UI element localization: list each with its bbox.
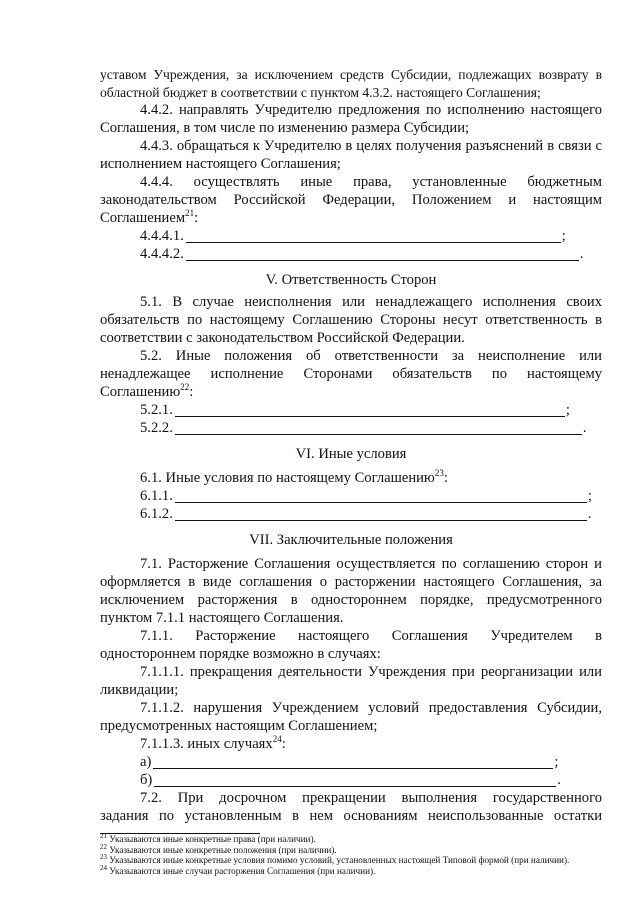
blank-line-5-2-2: 5.2.2. .	[140, 420, 587, 436]
paragraph-4-4-2: 4.4.2. направлять Учредителю предложения по исполнению настоящего Соглашения, в том числе по изменению размера Субсидии;	[100, 102, 602, 136]
paragraph-5-2-line2: ненадлежащее исполнение Сторонами обязательств по настоящему	[100, 366, 602, 382]
paragraph-7-1: 7.1. Расторжение Соглашения осуществляется по соглашению сторон и оформляется в виде соглашения о расторжении настоящего Соглашения, за исключением расторжения в одностороннем порядке, предусмотренного пунктом 7.1.1 настоящего Соглашения.	[100, 556, 602, 626]
blank-line-5-2-1: 5.2.1. ;	[140, 402, 570, 418]
paragraph-7-1-1-line2: одностороннем порядке возможно в случаях:	[100, 646, 381, 662]
blank-line-a: а) ;	[140, 754, 559, 770]
paragraph-7-1-1-2: 7.1.1.2. нарушения Учреждением условий предоставления Субсидии, предусмотренных настоящим Соглашением;	[100, 700, 602, 734]
paragraph-5-1: 5.1. В случае неисполнения или ненадлежащего исполнения своих обязательств по настоящему Соглашению Стороны несут ответственность в соответствии с законодательством Российской Федерации.	[100, 294, 602, 346]
paragraph-7-1-1-3: 7.1.1.3. иных случаях$^{24}$:	[140, 734, 286, 752]
document-page	[100, 66, 602, 876]
section-heading-7: VII. Заключительные положения	[249, 532, 453, 548]
blank-line-6-1-1: 6.1.1. ;	[140, 488, 592, 504]
paragraph-7-1-1-line1: 7.1.1. Расторжение настоящего Соглашения Учредителем в	[140, 628, 602, 644]
paragraph-4-4-4-line1: 4.4.4. осуществлять иные права, установленные бюджетным	[140, 174, 602, 190]
paragraph-4-4-1-tail-line1: уставом Учреждения, за исключением средств Субсидии, подлежащих возврату в	[100, 67, 602, 82]
section-heading-5: V. Ответственность Сторон	[265, 272, 437, 288]
footnote-ref-23: 23	[434, 468, 444, 479]
fill-in-blank[interactable]	[154, 773, 556, 787]
footnote-22: $^{22}$ Указываются иные конкретные положения (при наличии).	[100, 842, 337, 855]
paragraph-7-2-line2: задания по установленным в нем основаниям неиспользованные остатки	[100, 808, 602, 824]
footnote-23: $^{23}$ Указываются иные конкретные условия помимо условий, установленных настоящей Типовой формой (при наличии).	[100, 853, 570, 866]
fill-in-blank[interactable]	[175, 421, 582, 435]
paragraph-4-4-1-tail-line2: областной бюджет в соответствии с пунктом 4.3.2. настоящего Соглашения;	[100, 84, 541, 100]
blank-line-b: б) .	[140, 772, 561, 788]
footnote-ref-24: 24	[272, 734, 282, 745]
blank-line-6-1-2: 6.1.2. .	[140, 506, 592, 522]
fill-in-blank[interactable]	[186, 229, 561, 243]
fill-in-blank[interactable]	[186, 247, 579, 261]
fill-in-blank[interactable]	[175, 489, 587, 503]
paragraph-4-4-4-line2: законодательством Российской Федерации, Положением и настоящим	[100, 192, 602, 208]
fill-in-blank[interactable]	[175, 507, 587, 521]
paragraph-7-1-1-1: 7.1.1.1. прекращения деятельности Учреждения при реорганизации или ликвидации;	[100, 664, 602, 698]
paragraph-4-4-3: 4.4.3. обращаться к Учредителю в целях получения разъяснений в связи с исполнением настоящего Соглашения;	[100, 138, 602, 172]
blank-line-4-4-4-1: 4.4.4.1. ;	[140, 228, 566, 244]
footnotes	[100, 831, 602, 876]
fill-in-blank[interactable]	[175, 403, 565, 417]
section-heading-6: VI. Иные условия	[295, 446, 407, 462]
footnote-24: $^{24}$ Указываются иные случаи расторжения Соглашения (при наличии).	[100, 863, 376, 876]
paragraph-5-2-line1: 5.2. Иные положения об ответственности за неисполнение или	[140, 348, 602, 364]
paragraph-4-4-4-line3: Соглашением$^{21}$:	[100, 208, 199, 226]
paragraph-5-2-line3: Соглашению$^{22}$:	[100, 382, 194, 400]
blank-line-4-4-4-2: 4.4.4.2. .	[140, 246, 584, 262]
footnote-21: $^{21}$ Указываются иные конкретные права (при наличии).	[100, 831, 316, 844]
footnote-ref-21: 21	[185, 208, 195, 219]
paragraph-7-2-line1: 7.2. При досрочном прекращении выполнения государственного	[140, 790, 602, 806]
fill-in-blank[interactable]	[153, 755, 553, 769]
paragraph-6-1: 6.1. Иные условия по настоящему Соглашению$^{23}$:	[140, 468, 448, 486]
footnote-ref-22: 22	[180, 382, 190, 393]
